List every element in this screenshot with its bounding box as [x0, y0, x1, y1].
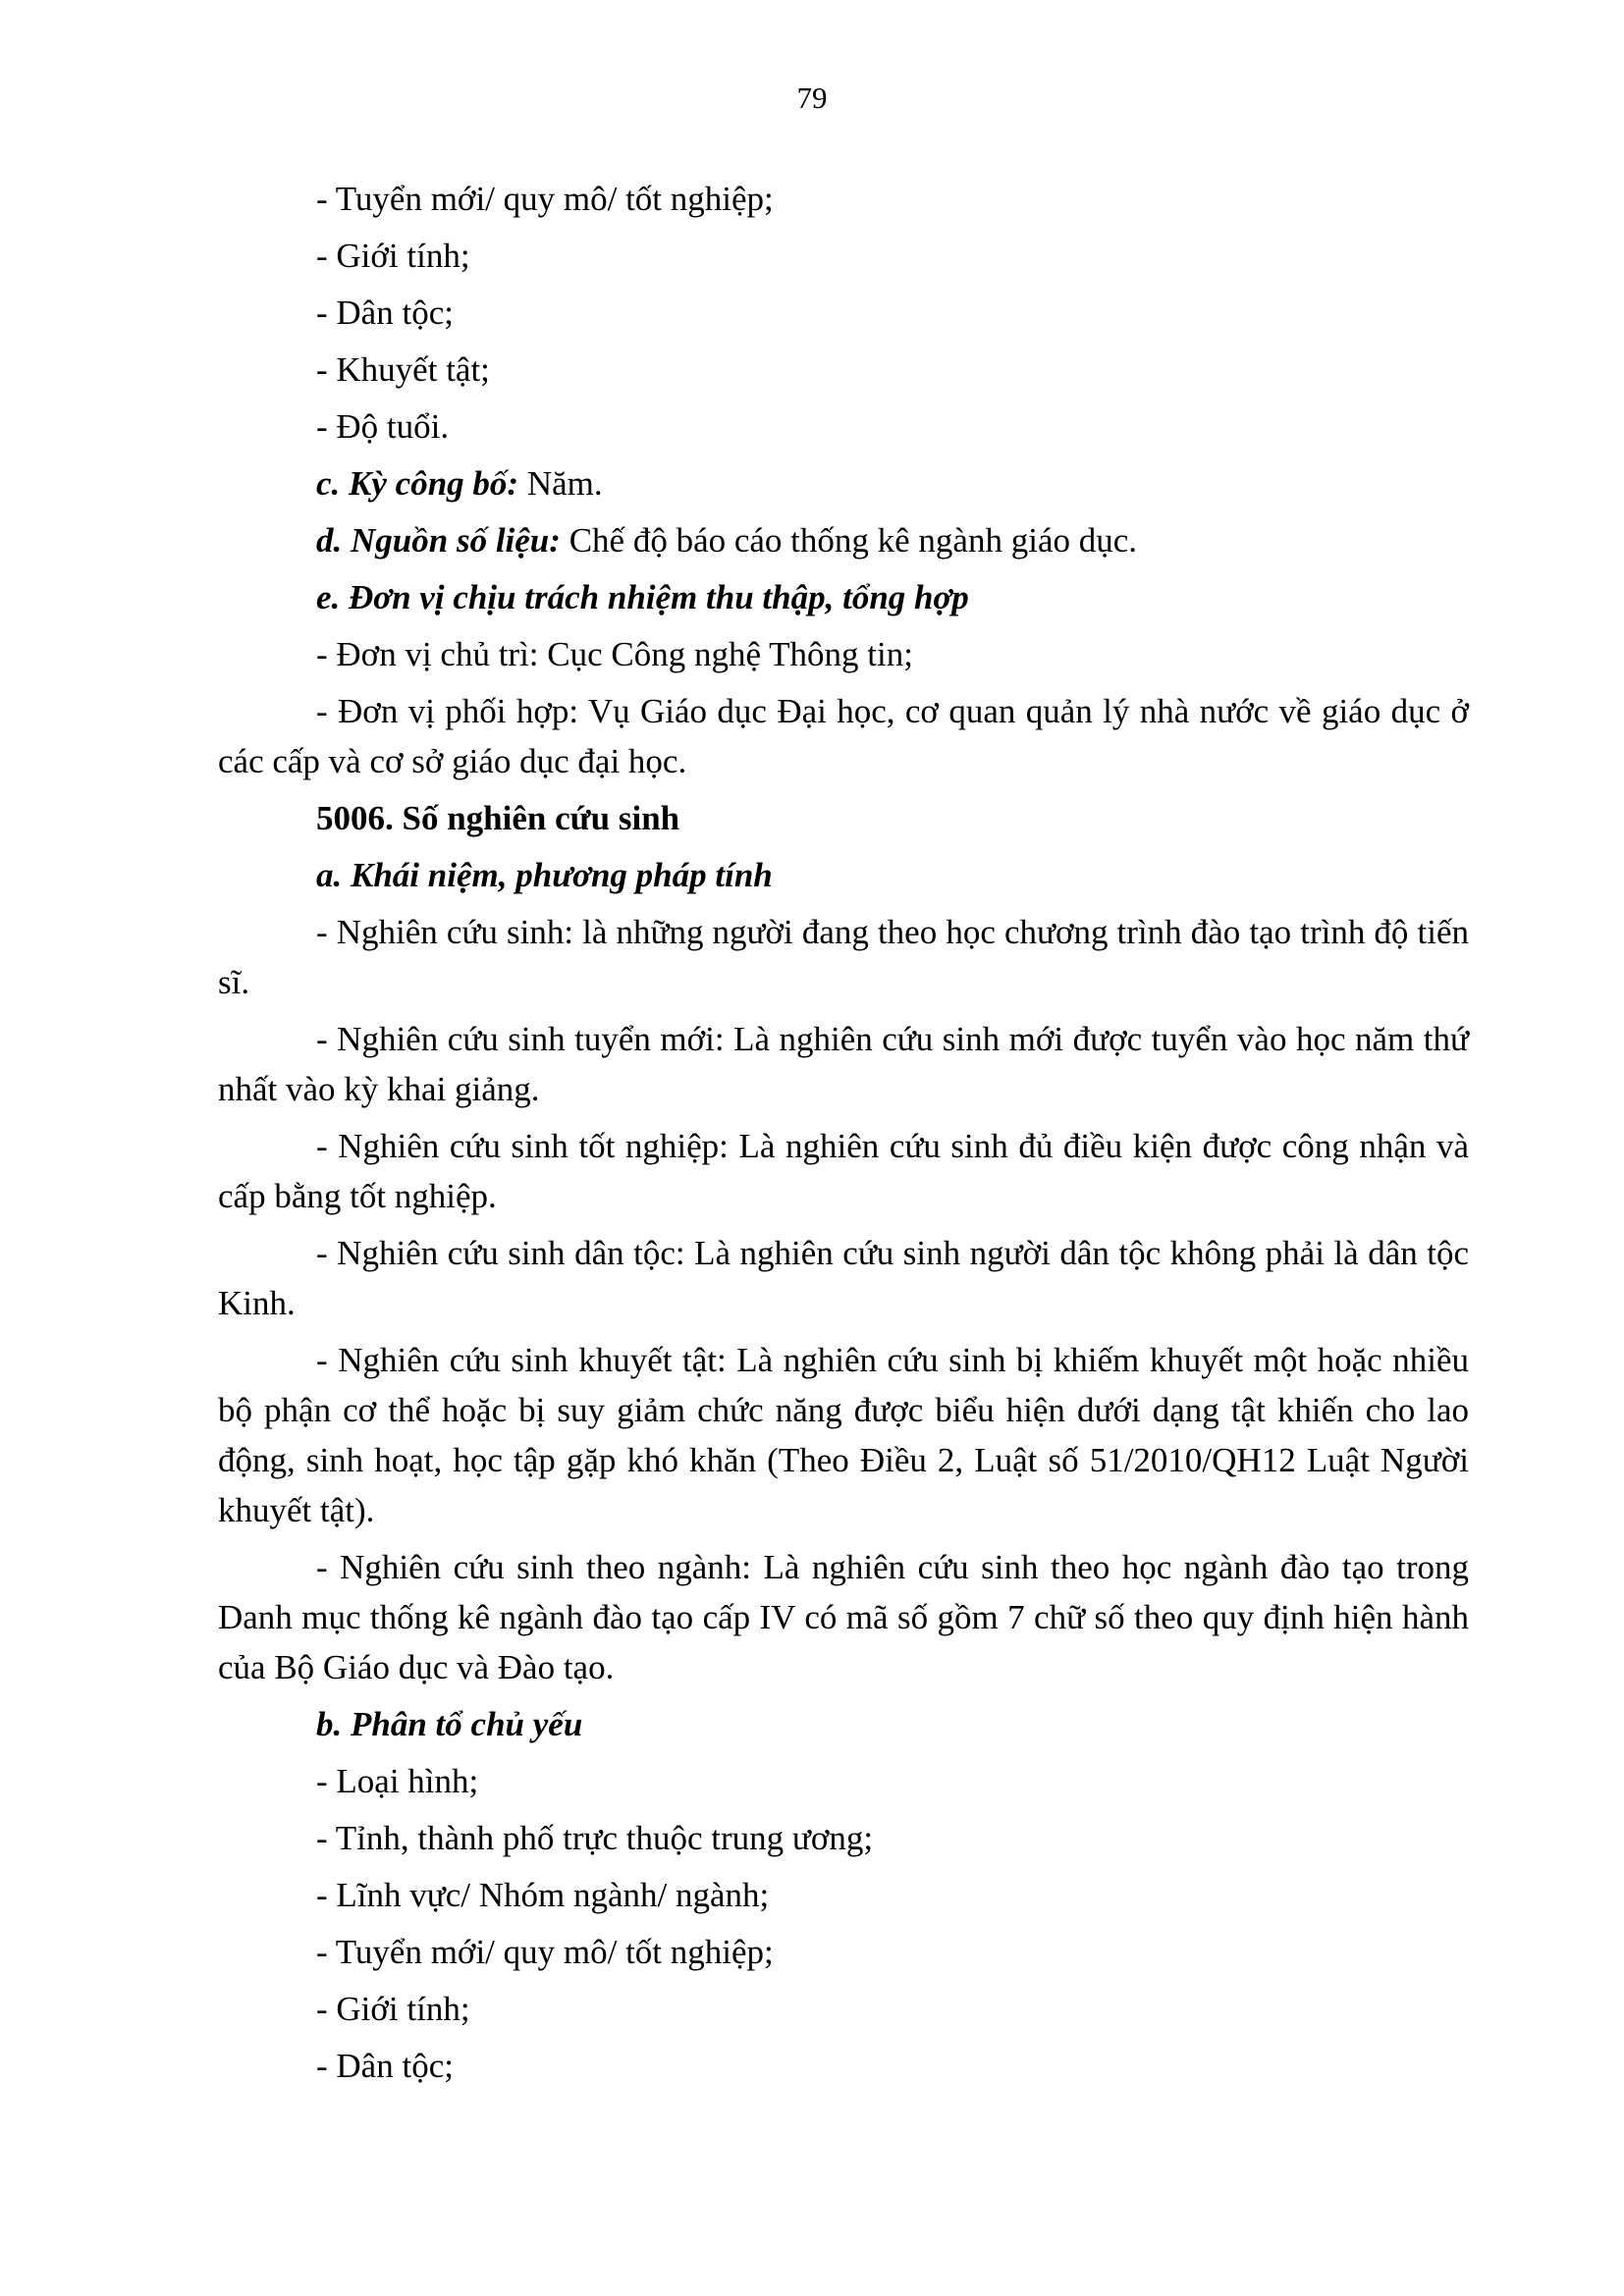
list-item: - Đơn vị phối hợp: Vụ Giáo dục Đại học, cơ quan quản lý nhà nước về giáo dục ở các cấp và cơ sở giáo dục đại học.	[218, 692, 1469, 780]
list-item: - Tuyển mới/ quy mô/ tốt nghiệp;	[316, 1933, 774, 1971]
definition-paragraph: - Nghiên cứu sinh: là những người đang theo học chương trình đào tạo trình độ tiến sĩ.	[218, 913, 1469, 1001]
section-heading: a. Khái niệm, phương pháp tính	[316, 856, 773, 894]
definition-paragraph: - Nghiên cứu sinh tuyển mới: Là nghiên cứu sinh mới được tuyển vào học năm thứ nhất vào kỳ khai giảng.	[218, 1020, 1469, 1108]
definition-paragraph: - Nghiên cứu sinh tốt nghiệp: Là nghiên cứu sinh đủ điều kiện được công nhận và cấp bằng tốt nghiệp.	[218, 1127, 1469, 1215]
page-number: 79	[796, 80, 828, 115]
page-body	[218, 174, 1469, 2091]
data-source-label: d. Nguồn số liệu:	[316, 521, 561, 560]
list-item: - Đơn vị chủ trì: Cục Công nghệ Thông tin;	[316, 635, 913, 673]
list-item: - Lĩnh vực/ Nhóm ngành/ ngành;	[316, 1876, 770, 1914]
definition-paragraph: - Nghiên cứu sinh theo ngành: Là nghiên cứu sinh theo học ngành đào tạo trong Danh mục thống kê ngành đào tạo cấp IV có mã số gồm 7 chữ số theo quy định hiện hành của Bộ Giáo dục và Đào tạo.	[218, 1548, 1469, 1686]
publication-period	[218, 458, 1469, 508]
list-item: - Độ tuổi.	[316, 407, 450, 446]
list-item: - Giới tính;	[316, 237, 470, 275]
data-source-value: Chế độ báo cáo thống kê ngành giáo dục.	[560, 521, 1138, 560]
publication-period-value: Năm.	[518, 464, 603, 503]
list-item: - Tuyển mới/ quy mô/ tốt nghiệp;	[316, 180, 774, 218]
list-item: - Dân tộc;	[316, 2047, 454, 2085]
section-heading: b. Phân tổ chủ yếu	[316, 1705, 583, 1743]
definition-paragraph: - Nghiên cứu sinh khuyết tật: Là nghiên cứu sinh bị khiếm khuyết một hoặc nhiều bộ phận cơ thể hoặc bị suy giảm chức năng được biểu hiện dưới dạng tật khiến cho lao động, sinh hoạt, học tập gặp khó khăn (Theo Điều 2, Luật số 51/2010/QH12 Luật Người khuyết tật).	[218, 1341, 1469, 1529]
list-item: - Loại hình;	[316, 1762, 479, 1800]
list-item: - Khuyết tật;	[316, 350, 490, 389]
list-item: - Tỉnh, thành phố trực thuộc trung ương;	[316, 1819, 874, 1857]
publication-period-label: c. Kỳ công bố:	[316, 464, 519, 503]
data-source	[218, 515, 1469, 565]
section-heading: e. Đơn vị chịu trách nhiệm thu thập, tổng hợp	[316, 578, 969, 616]
definition-paragraph: - Nghiên cứu sinh dân tộc: Là nghiên cứu sinh người dân tộc không phải là dân tộc Kinh.	[218, 1234, 1469, 1322]
list-item: - Dân tộc;	[316, 294, 454, 332]
indicator-title: 5006. Số nghiên cứu sinh	[316, 799, 680, 837]
list-item: - Giới tính;	[316, 1990, 470, 2028]
